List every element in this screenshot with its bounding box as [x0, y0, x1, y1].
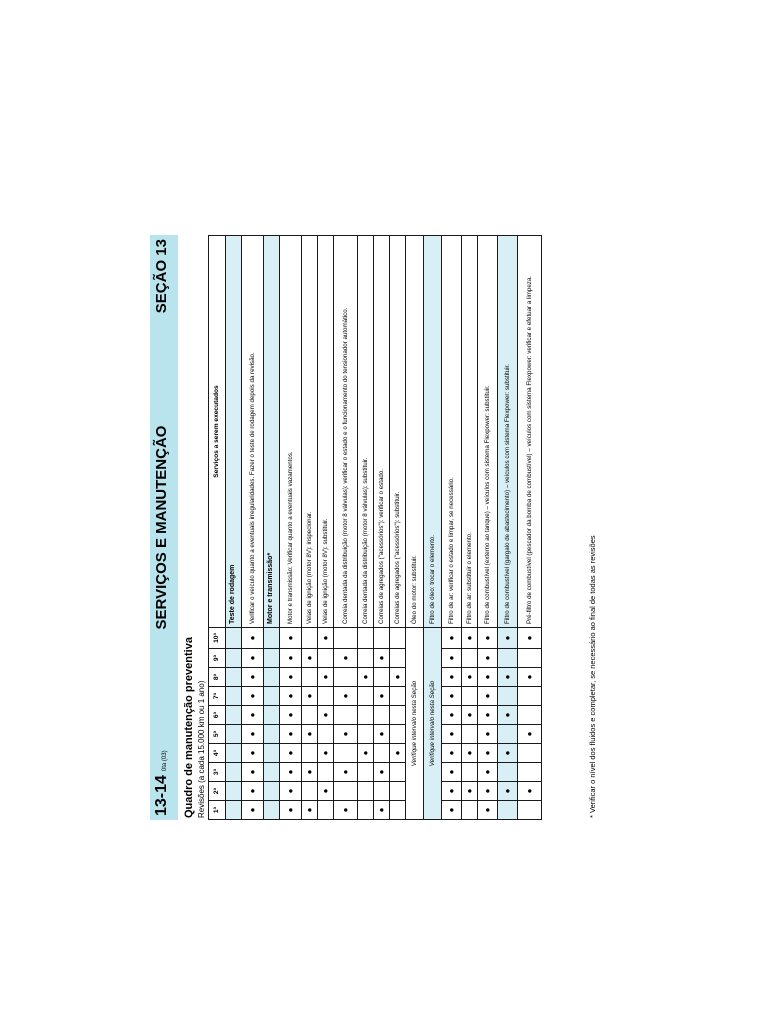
service-description: Filtro de combustível (externo ao tanque) – veículos com sistema Flexpower: substituir.	[478, 236, 498, 628]
bullet-icon: ●	[304, 731, 314, 737]
bullet-icon: ●	[464, 712, 474, 718]
revision-cell	[462, 763, 478, 782]
revision-cell	[518, 687, 542, 706]
table-row	[518, 236, 542, 820]
bullet-icon: ●	[320, 788, 330, 794]
revision-cell	[478, 706, 498, 725]
revision-cell	[334, 744, 358, 763]
bullet-icon: ●	[247, 731, 257, 737]
revision-cell	[358, 782, 374, 801]
bullet-icon: ●	[360, 750, 370, 756]
revision-cell	[302, 801, 318, 820]
revision-cell	[358, 628, 374, 649]
revision-cell	[334, 725, 358, 744]
revision-cell	[318, 782, 334, 801]
revision-cell	[518, 763, 542, 782]
service-description: Motor e transmissão: Verificar quanto a eventuais vazamentos.	[280, 236, 302, 628]
service-description: Filtro de óleo: trocar o elemento.	[424, 236, 442, 628]
revision-cell	[226, 782, 242, 801]
bullet-icon: ●	[320, 674, 330, 680]
revision-cell	[390, 725, 406, 744]
bullet-icon: ●	[464, 635, 474, 641]
table-row	[358, 236, 374, 820]
revision-cell	[302, 649, 318, 668]
revision-cell	[226, 687, 242, 706]
revision-cell	[242, 628, 264, 649]
bullet-icon: ●	[482, 712, 492, 718]
interval-note: Verifique intervalo nesta Seção	[424, 628, 442, 820]
bullet-icon: ●	[446, 769, 456, 775]
bullet-icon: ●	[340, 769, 350, 775]
revision-cell	[226, 668, 242, 687]
revision-cell	[442, 782, 462, 801]
revision-cell	[318, 668, 334, 687]
bullet-icon: ●	[247, 674, 257, 680]
revision-cell	[302, 687, 318, 706]
revision-cell	[226, 706, 242, 725]
revision-cell	[462, 649, 478, 668]
bullet-icon: ●	[285, 788, 295, 794]
service-description: Velas de ignição (motor 8V): substituir.	[318, 236, 334, 628]
bullet-icon: ●	[482, 655, 492, 661]
bullet-icon: ●	[340, 731, 350, 737]
table-row	[424, 236, 442, 820]
bullet-icon: ●	[524, 788, 534, 794]
bullet-icon: ●	[285, 693, 295, 699]
bullet-icon: ●	[446, 731, 456, 737]
revision-cell	[242, 687, 264, 706]
bullet-icon: ●	[360, 674, 370, 680]
revision-cell	[242, 744, 264, 763]
revision-cell	[280, 725, 302, 744]
bullet-icon: ●	[482, 731, 492, 737]
revision-cell	[498, 763, 518, 782]
bullet-icon: ●	[482, 807, 492, 813]
col-header: 3ª	[209, 763, 226, 782]
table-row	[462, 236, 478, 820]
table-row	[390, 236, 406, 820]
revision-cell	[226, 744, 242, 763]
table-row	[264, 236, 280, 820]
service-description: Velas de ignição (motor 8V): inspecionar.	[302, 236, 318, 628]
bullet-icon: ●	[502, 635, 512, 641]
bullet-icon: ●	[247, 655, 257, 661]
service-description: Correias de agregados ("acessórios"): verificar o estado.	[374, 236, 390, 628]
col-header: 7ª	[209, 687, 226, 706]
revision-cell	[462, 628, 478, 649]
revision-cell	[302, 668, 318, 687]
col-header: 8ª	[209, 668, 226, 687]
table-row	[442, 236, 462, 820]
bullet-icon: ●	[285, 750, 295, 756]
bullet-icon: ●	[304, 769, 314, 775]
revision-cell	[280, 628, 302, 649]
revision-cell	[374, 687, 390, 706]
revision-cell	[442, 687, 462, 706]
revision-cell	[442, 763, 462, 782]
bullet-icon: ●	[482, 693, 492, 699]
revision-cell	[242, 668, 264, 687]
revision-cell	[358, 687, 374, 706]
bullet-icon: ●	[247, 635, 257, 641]
revision-cell	[478, 782, 498, 801]
service-description: Verificar o veículo quanto a eventuais irregularidades. Fazer o teste de rodagem depois da revisão.	[242, 236, 264, 628]
revision-cell	[302, 782, 318, 801]
revision-cell	[264, 744, 280, 763]
revision-cell	[390, 782, 406, 801]
col-header: 1ª	[209, 801, 226, 820]
rotated-page	[150, 235, 600, 820]
revision-cell	[334, 801, 358, 820]
revision-cell	[264, 725, 280, 744]
section-number: SEÇÃO 13	[153, 239, 170, 314]
revision-cell	[462, 744, 478, 763]
table-row	[242, 236, 264, 820]
revision-cell	[390, 687, 406, 706]
revision-cell	[334, 763, 358, 782]
bullet-icon: ●	[376, 769, 386, 775]
maintenance-table	[208, 235, 542, 820]
bullet-icon: ●	[340, 807, 350, 813]
table-row	[226, 236, 242, 820]
revision-cell	[358, 744, 374, 763]
revision-cell	[242, 649, 264, 668]
revision-cell	[280, 687, 302, 706]
revision-cell	[478, 801, 498, 820]
revision-cell	[462, 668, 478, 687]
table-row	[302, 236, 318, 820]
revision-cell	[318, 801, 334, 820]
bullet-icon: ●	[464, 788, 474, 794]
bullet-icon: ●	[247, 712, 257, 718]
bullet-icon: ●	[482, 750, 492, 756]
bullet-icon: ●	[446, 712, 456, 718]
revision-cell	[390, 744, 406, 763]
bullet-icon: ●	[446, 750, 456, 756]
col-header: 10ª	[209, 628, 226, 649]
service-description: Óleo do motor: substituir.	[406, 236, 424, 628]
revision-cell	[390, 628, 406, 649]
revision-cell	[264, 763, 280, 782]
revision-cell	[374, 668, 390, 687]
revision-cell	[318, 687, 334, 706]
revision-cell	[478, 763, 498, 782]
col-header: 6ª	[209, 706, 226, 725]
revision-cell	[518, 649, 542, 668]
table-header-row	[209, 236, 226, 820]
revision-cell	[478, 725, 498, 744]
revision-cell	[318, 628, 334, 649]
revision-cell	[478, 744, 498, 763]
revision-cell	[442, 744, 462, 763]
revision-cell	[518, 782, 542, 801]
revision-cell	[390, 801, 406, 820]
revision-cell	[442, 628, 462, 649]
revision-cell	[264, 706, 280, 725]
revision-cell	[498, 668, 518, 687]
revision-cell	[264, 668, 280, 687]
bullet-icon: ●	[247, 788, 257, 794]
bullet-icon: ●	[392, 750, 402, 756]
revision-cell	[280, 668, 302, 687]
bullet-icon: ●	[340, 693, 350, 699]
revision-cell	[280, 706, 302, 725]
bullet-icon: ●	[247, 807, 257, 813]
revision-cell	[374, 628, 390, 649]
service-description: Pré-filtro de combustível (pescador da bomba de combustível) – veículos com sistema Flexpower: verificar e efetuar a limpeza.	[518, 236, 542, 628]
revision-cell	[334, 668, 358, 687]
chart-title: Quadro de manutenção preventiva	[183, 637, 195, 818]
service-group-heading: Motor e transmissão*	[264, 236, 280, 628]
revision-cell	[498, 687, 518, 706]
table-row	[374, 236, 390, 820]
revision-cell	[302, 763, 318, 782]
bullet-icon: ●	[285, 807, 295, 813]
revision-cell	[242, 725, 264, 744]
revision-cell	[318, 706, 334, 725]
revision-cell	[442, 649, 462, 668]
bullet-icon: ●	[482, 788, 492, 794]
revision-cell	[498, 706, 518, 725]
bullet-icon: ●	[247, 769, 257, 775]
table-row	[478, 236, 498, 820]
revision-cell	[334, 649, 358, 668]
table-row	[334, 236, 358, 820]
revision-cell	[462, 801, 478, 820]
bullet-icon: ●	[376, 807, 386, 813]
bullet-icon: ●	[376, 655, 386, 661]
bullet-icon: ●	[247, 750, 257, 756]
revision-cell	[518, 725, 542, 744]
revision-cell	[302, 706, 318, 725]
revision-cell	[518, 668, 542, 687]
revision-cell	[390, 668, 406, 687]
bullet-icon: ●	[376, 731, 386, 737]
service-description: Correia dentada da distribuição (motor 8 válvulas): verificar o estado e o funcionamento do tensionador automático.	[334, 236, 358, 628]
revision-cell	[302, 744, 318, 763]
bullet-icon: ●	[446, 693, 456, 699]
revision-cell	[264, 649, 280, 668]
revision-cell	[318, 725, 334, 744]
revision-cell	[318, 649, 334, 668]
bullet-icon: ●	[524, 674, 534, 680]
bullet-icon: ●	[464, 674, 474, 680]
revision-cell	[226, 628, 242, 649]
revision-cell	[374, 706, 390, 725]
col-header: 9ª	[209, 649, 226, 668]
revision-cell	[462, 725, 478, 744]
bullet-icon: ●	[482, 635, 492, 641]
service-description: Correias de agregados ("acessórios"): substituir.	[390, 236, 406, 628]
col-header: 5ª	[209, 725, 226, 744]
revision-cell	[374, 725, 390, 744]
bullet-icon: ●	[285, 712, 295, 718]
revision-cell	[358, 706, 374, 725]
revision-cell	[334, 687, 358, 706]
bullet-icon: ●	[285, 731, 295, 737]
revision-cell	[334, 706, 358, 725]
service-description: Filtro de ar: verificar o estado e limpar, se necessário.	[442, 236, 462, 628]
revision-cell	[280, 649, 302, 668]
bullet-icon: ●	[285, 769, 295, 775]
revision-cell	[498, 649, 518, 668]
table-row	[318, 236, 334, 820]
revision-cell	[442, 725, 462, 744]
services-header: Serviços a serem executados	[209, 236, 226, 628]
bullet-icon: ●	[464, 750, 474, 756]
revision-cell	[302, 628, 318, 649]
revision-cell	[374, 649, 390, 668]
revision-cell	[302, 725, 318, 744]
revision-cell	[462, 687, 478, 706]
table-row	[280, 236, 302, 820]
revision-cell	[242, 801, 264, 820]
service-description: Filtro de ar: substituir o elemento.	[462, 236, 478, 628]
revision-cell	[318, 744, 334, 763]
revision-cell	[374, 801, 390, 820]
bullet-icon: ●	[304, 693, 314, 699]
revision-cell	[358, 801, 374, 820]
revision-cell	[498, 782, 518, 801]
bullet-icon: ●	[304, 655, 314, 661]
revision-cell	[498, 628, 518, 649]
bullet-icon: ●	[482, 674, 492, 680]
bullet-icon: ●	[320, 635, 330, 641]
revision-cell	[226, 763, 242, 782]
revision-cell	[242, 706, 264, 725]
bullet-icon: ●	[446, 788, 456, 794]
revision-cell	[390, 649, 406, 668]
bullet-icon: ●	[502, 750, 512, 756]
revision-cell	[478, 668, 498, 687]
revision-cell	[280, 801, 302, 820]
revision-cell	[264, 782, 280, 801]
revision-cell	[518, 628, 542, 649]
bullet-icon: ●	[524, 731, 534, 737]
revision-cell	[242, 782, 264, 801]
revision-cell	[374, 763, 390, 782]
bullet-icon: ●	[392, 674, 402, 680]
bullet-icon: ●	[446, 655, 456, 661]
revision-cell	[280, 782, 302, 801]
table-row	[406, 236, 424, 820]
bullet-icon: ●	[446, 674, 456, 680]
bullet-icon: ●	[285, 635, 295, 641]
revision-cell	[462, 706, 478, 725]
revision-cell	[358, 668, 374, 687]
bullet-icon: ●	[446, 635, 456, 641]
revision-cell	[226, 649, 242, 668]
revision-cell	[226, 725, 242, 744]
revision-cell	[498, 744, 518, 763]
revision-cell	[374, 744, 390, 763]
service-description: Filtro de combustível (gargalo de abastecimento) – veículos com sistema Flexpower: substituir.	[498, 236, 518, 628]
chart-subtitle: Revisões (a cada 15.000 km ou 1 ano)	[197, 680, 206, 818]
bullet-icon: ●	[376, 693, 386, 699]
revision-cell	[518, 706, 542, 725]
bullet-icon: ●	[502, 712, 512, 718]
bullet-icon: ●	[482, 769, 492, 775]
bullet-icon: ●	[304, 807, 314, 813]
revision-cell	[358, 649, 374, 668]
page-code: 0ta (03)	[162, 750, 168, 772]
revision-cell	[518, 744, 542, 763]
col-header: 4ª	[209, 744, 226, 763]
bullet-icon: ●	[320, 712, 330, 718]
bullet-icon: ●	[285, 674, 295, 680]
revision-cell	[264, 687, 280, 706]
revision-cell	[390, 763, 406, 782]
bullet-icon: ●	[502, 788, 512, 794]
table-body	[226, 236, 542, 820]
revision-cell	[334, 628, 358, 649]
revision-cell	[264, 801, 280, 820]
revision-cell	[442, 706, 462, 725]
revision-cell	[358, 763, 374, 782]
bullet-icon: ●	[285, 655, 295, 661]
revision-cell	[280, 744, 302, 763]
col-header: 2ª	[209, 782, 226, 801]
bullet-icon: ●	[247, 693, 257, 699]
revision-cell	[518, 801, 542, 820]
bullet-icon: ●	[524, 635, 534, 641]
page-number-text: 13-14	[153, 775, 170, 816]
service-group-heading: Teste de rodagem	[226, 236, 242, 628]
revision-cell	[318, 763, 334, 782]
revision-cell	[358, 725, 374, 744]
revision-cell	[478, 687, 498, 706]
revision-cell	[442, 801, 462, 820]
revision-cell	[280, 763, 302, 782]
bullet-icon: ●	[320, 750, 330, 756]
revision-cell	[226, 801, 242, 820]
revision-cell	[478, 628, 498, 649]
revision-cell	[462, 782, 478, 801]
service-description: Correia dentada da distribuição (motor 8 válvulas): substituir.	[358, 236, 374, 628]
revision-cell	[390, 706, 406, 725]
bullet-icon: ●	[502, 674, 512, 680]
section-title: SERVIÇOS E MANUTENÇÃO	[153, 425, 170, 630]
revision-cell	[242, 763, 264, 782]
bullet-icon: ●	[340, 655, 350, 661]
table-row	[498, 236, 518, 820]
revision-cell	[374, 782, 390, 801]
revision-cell	[334, 782, 358, 801]
interval-note: Verifique intervalo nesta Seção	[406, 628, 424, 820]
revision-cell	[498, 725, 518, 744]
revision-cell	[442, 668, 462, 687]
revision-cell	[498, 801, 518, 820]
revision-cell	[264, 628, 280, 649]
bullet-icon: ●	[446, 807, 456, 813]
revision-cell	[478, 649, 498, 668]
footnote: * Verificar o nível dos fluidos e completar, se necessário ao final de todas as revisões	[588, 535, 597, 818]
